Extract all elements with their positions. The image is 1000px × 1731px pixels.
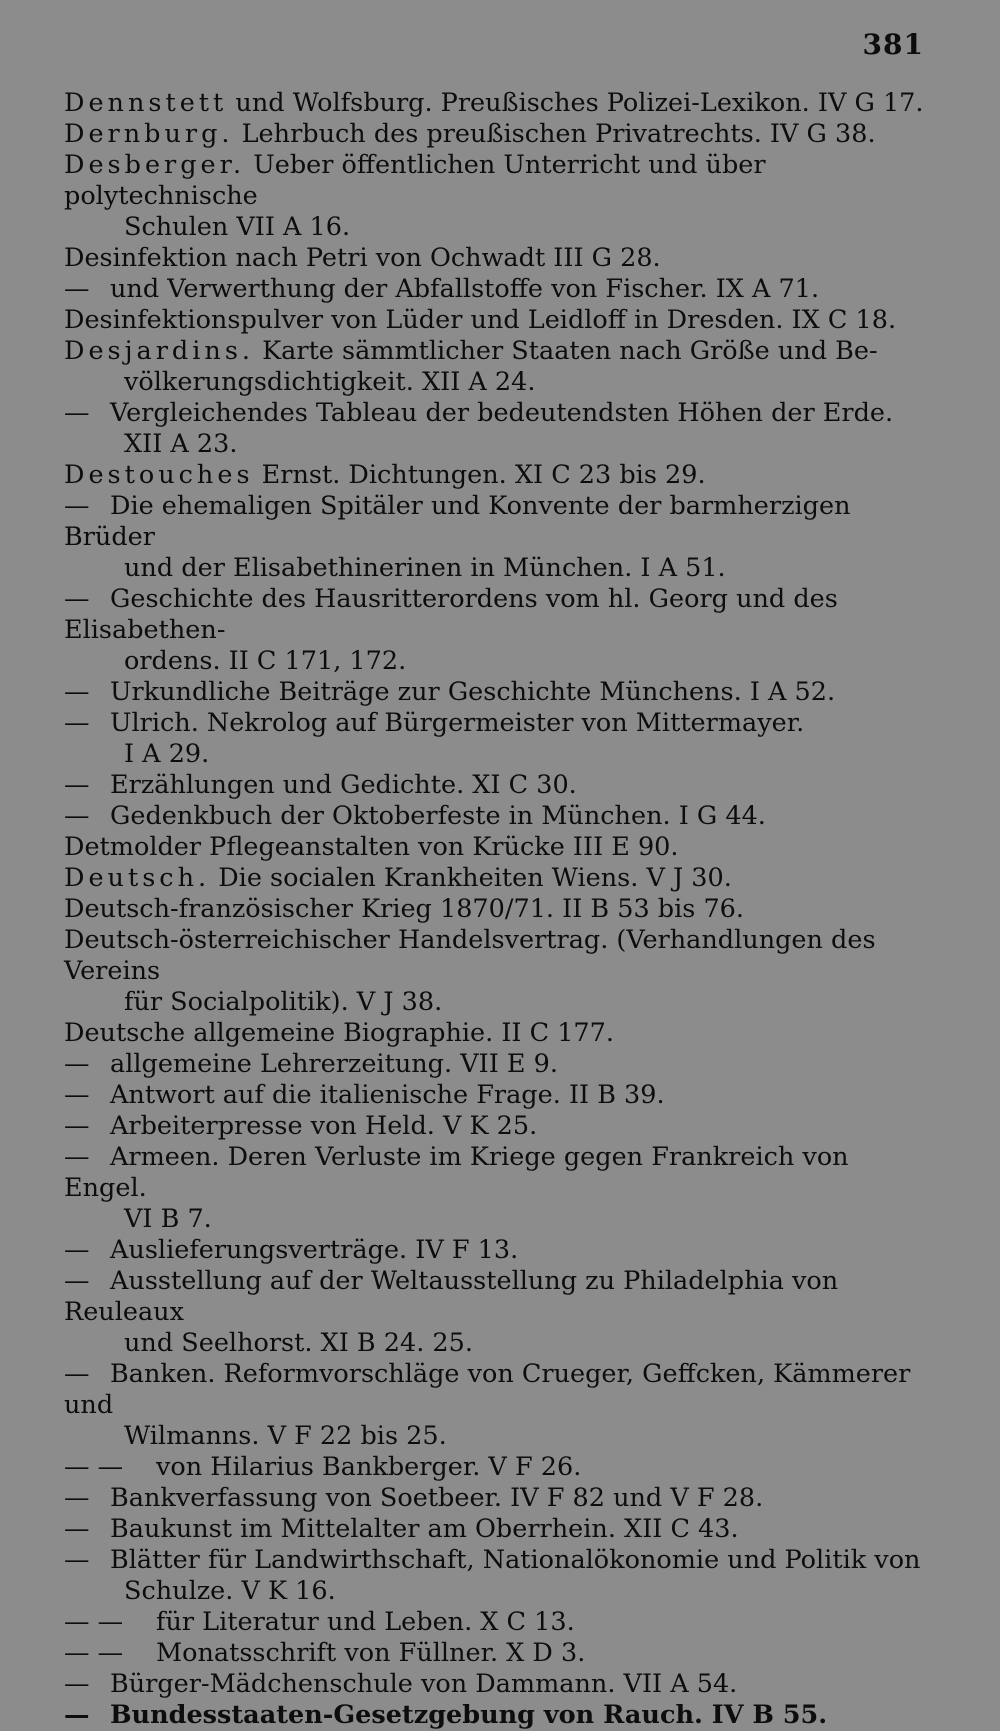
entry-text: Lehrbuch des preußischen Privatrechts. IV G 38.	[233, 119, 876, 149]
repeat-dash: —	[64, 491, 90, 521]
index-entry	[64, 677, 934, 708]
entry-text: I A 29.	[124, 739, 210, 769]
index-entry	[64, 801, 934, 832]
entry-text: und der Elisabethinerinen in München. I A 51.	[124, 553, 726, 583]
index-entry	[64, 150, 934, 212]
index-entry-continuation	[64, 1576, 934, 1607]
index-entries	[64, 88, 934, 1731]
entry-text: Auslieferungsverträge. IV F 13.	[110, 1235, 519, 1265]
repeat-dash: —	[64, 708, 90, 738]
entry-text: und Seelhorst. XI B 24. 25.	[124, 1328, 473, 1358]
index-entry	[64, 1700, 934, 1731]
index-entry	[64, 1049, 934, 1080]
index-entry	[64, 460, 934, 491]
entry-text: Detmolder Pflegeanstalten von Krücke III E 90.	[64, 832, 679, 862]
entry-text: Schulze. V K 16.	[124, 1576, 336, 1606]
index-entry	[64, 305, 934, 336]
author-name: Deutsch.	[64, 863, 211, 893]
index-entry	[64, 1266, 934, 1328]
entry-text: Arbeiterpresse von Held. V K 25.	[110, 1111, 538, 1141]
index-entry-continuation	[64, 1204, 934, 1235]
entry-text: und Verwerthung der Abfallstoffe von Fischer. IX A 71.	[110, 274, 820, 304]
index-entry	[64, 243, 934, 274]
entry-text: VI B 7.	[124, 1204, 212, 1234]
index-entry	[64, 708, 934, 739]
index-entry-continuation	[64, 1421, 934, 1452]
index-entry	[64, 1111, 934, 1142]
author-name: Dernburg.	[64, 119, 234, 149]
repeat-dash: —	[64, 1235, 90, 1265]
index-entry	[64, 1142, 934, 1204]
index-entry-continuation	[64, 1328, 934, 1359]
repeat-dash: —	[64, 1545, 90, 1575]
index-entry-continuation	[64, 646, 934, 677]
entry-text: Ernst. Dichtungen. XI C 23 bis 29.	[253, 460, 706, 490]
entry-text: Ulrich. Nekrolog auf Bürgermeister von Mittermayer.	[110, 708, 805, 738]
repeat-dash: —	[64, 1142, 90, 1172]
author-name: Destouches	[64, 460, 254, 490]
page-number: 381	[862, 28, 924, 61]
index-entry	[64, 274, 934, 305]
index-entry	[64, 863, 934, 894]
index-entry	[64, 1235, 934, 1266]
index-entry	[64, 770, 934, 801]
index-entry	[64, 1545, 934, 1576]
entry-text: Schulen VII A 16.	[124, 212, 351, 242]
index-entry	[64, 1452, 934, 1483]
entry-text: für Literatur und Leben. X C 13.	[156, 1607, 575, 1637]
index-entry	[64, 88, 934, 119]
entry-text: Deutsch-österreichischer Handelsvertrag. (Verhandlungen des Vereins	[64, 925, 876, 986]
entry-text: Bankverfassung von Soetbeer. IV F 82 und V F 28.	[110, 1483, 764, 1513]
entry-text: Bundesstaaten-Gesetzgebung von Rauch. IV B 55.	[110, 1700, 828, 1730]
repeat-dash: —	[64, 584, 90, 614]
index-entry	[64, 832, 934, 863]
entry-text: Monatsschrift von Füllner. X D 3.	[156, 1638, 586, 1668]
entry-text: Armeen. Deren Verluste im Kriege gegen Frankreich von Engel.	[64, 1142, 849, 1203]
repeat-dash: —	[64, 1514, 90, 1544]
entry-text: Deutsche allgemeine Biographie. II C 177.	[64, 1018, 614, 1048]
author-name: Desberger.	[64, 150, 246, 180]
index-entry	[64, 1607, 934, 1638]
index-entry	[64, 584, 934, 646]
entry-text: Antwort auf die italienische Frage. II B 39.	[110, 1080, 665, 1110]
index-entry-continuation	[64, 367, 934, 398]
author-name: Dennstett	[64, 88, 228, 118]
index-entry	[64, 894, 934, 925]
repeat-dash: —	[64, 1669, 90, 1699]
repeat-dash: —	[64, 770, 90, 800]
repeat-dash: —	[64, 1111, 90, 1141]
repeat-dash: — —	[64, 1607, 124, 1637]
entry-text: Desinfektionspulver von Lüder und Leidloff in Dresden. IX C 18.	[64, 305, 897, 335]
index-entry	[64, 1638, 934, 1669]
repeat-dash: —	[64, 1080, 90, 1110]
index-entry	[64, 1483, 934, 1514]
repeat-dash: —	[64, 1049, 90, 1079]
entry-text: Bürger-Mädchenschule von Dammann. VII A 54.	[110, 1669, 738, 1699]
index-entry-continuation	[64, 739, 934, 770]
repeat-dash: — —	[64, 1638, 124, 1668]
index-entry-continuation	[64, 987, 934, 1018]
entry-text: Erzählungen und Gedichte. XI C 30.	[110, 770, 577, 800]
entry-text: Ausstellung auf der Weltausstellung zu Philadelphia von Reuleaux	[64, 1266, 839, 1327]
index-entry	[64, 336, 934, 367]
entry-text: völkerungsdichtigkeit. XII A 24.	[124, 367, 536, 397]
author-name: Desjardins.	[64, 336, 255, 366]
entry-text: allgemeine Lehrerzeitung. VII E 9.	[110, 1049, 558, 1079]
entry-text: Karte sämmtlicher Staaten nach Größe und Be-	[254, 336, 878, 366]
index-entry	[64, 1669, 934, 1700]
index-entry	[64, 1359, 934, 1421]
index-entry	[64, 1080, 934, 1111]
repeat-dash: — —	[64, 1452, 124, 1482]
repeat-dash: —	[64, 1359, 90, 1389]
index-entry-continuation	[64, 212, 934, 243]
entry-text: Vergleichendes Tableau der bedeutendsten Höhen der Erde.	[110, 398, 894, 428]
entry-text: Die ehemaligen Spitäler und Konvente der barmherzigen Brüder	[64, 491, 851, 552]
repeat-dash: —	[64, 677, 90, 707]
entry-text: Ueber öffentlichen Unterricht und über polytechnische	[64, 150, 766, 211]
entry-text: Die socialen Krankheiten Wiens. V J 30.	[210, 863, 732, 893]
entry-text: Geschichte des Hausritterordens vom hl. Georg und des Elisabethen-	[64, 584, 838, 645]
repeat-dash: —	[64, 1700, 90, 1730]
entry-text: XII A 23.	[124, 429, 238, 459]
repeat-dash: —	[64, 1483, 90, 1513]
repeat-dash: —	[64, 398, 90, 428]
index-entry	[64, 1514, 934, 1545]
entry-text: Banken. Reformvorschläge von Crueger, Geffcken, Kämmerer und	[64, 1359, 911, 1420]
entry-text: ordens. II C 171, 172.	[124, 646, 407, 676]
index-entry	[64, 925, 934, 987]
index-entry-continuation	[64, 553, 934, 584]
entry-text: Desinfektion nach Petri von Ochwadt III G 28.	[64, 243, 661, 273]
repeat-dash: —	[64, 1266, 90, 1296]
entry-text: Deutsch-französischer Krieg 1870/71. II B 53 bis 76.	[64, 894, 745, 924]
repeat-dash: —	[64, 274, 90, 304]
entry-text: Wilmanns. V F 22 bis 25.	[124, 1421, 447, 1451]
repeat-dash: —	[64, 801, 90, 831]
index-entry-continuation	[64, 429, 934, 460]
entry-text: für Socialpolitik). V J 38.	[124, 987, 443, 1017]
entry-text: und Wolfsburg. Preußisches Polizei-Lexikon. IV G 17.	[227, 88, 924, 118]
index-entry	[64, 1018, 934, 1049]
entry-text: von Hilarius Bankberger. V F 26.	[156, 1452, 582, 1482]
entry-text: Urkundliche Beiträge zur Geschichte Münchens. I A 52.	[110, 677, 836, 707]
entry-text: Baukunst im Mittelalter am Oberrhein. XII C 43.	[110, 1514, 739, 1544]
index-entry	[64, 398, 934, 429]
index-entry	[64, 491, 934, 553]
index-entry	[64, 119, 934, 150]
entry-text: Gedenkbuch der Oktoberfeste in München. I G 44.	[110, 801, 766, 831]
entry-text: Blätter für Landwirthschaft, Nationalökonomie und Politik von	[110, 1545, 921, 1575]
